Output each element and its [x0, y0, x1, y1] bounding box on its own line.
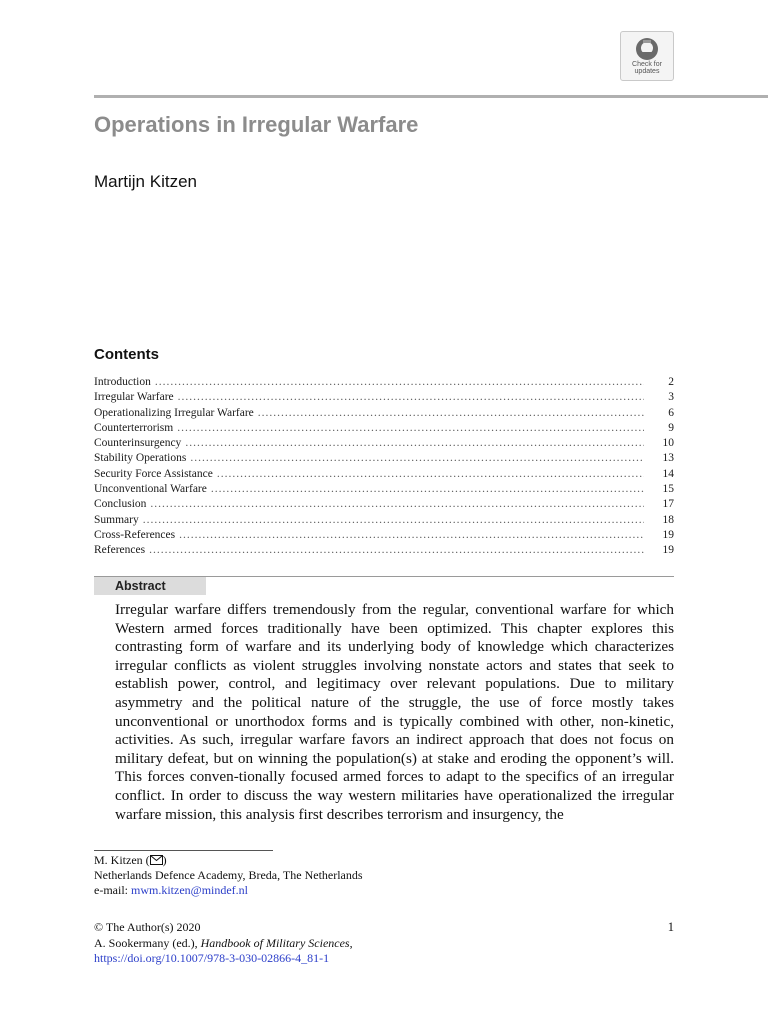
toc-label: Counterinsurgency: [94, 437, 182, 450]
toc-entry[interactable]: [94, 528, 674, 543]
toc-leader: [258, 406, 644, 421]
check-for-updates-badge[interactable]: [620, 31, 674, 81]
copyright: © The Author(s) 2020: [94, 920, 201, 934]
toc-leader: [185, 436, 644, 451]
contents-heading: Contents: [94, 346, 159, 363]
abstract-text: Irregular warfare differs tremendously from the regular, conventional warfare for which Western armed forces traditionally have been optimized. This chapter explores this contrasting form of warfare and its underlying body of knowledge which characterizes irregular conflicts as violent struggles involving nonstate actors and states that seek to establish power, control, and legitimacy over relevant populations. Due to military asymmetry and the political nature of the struggle, the use of force mostly takes unconventional or unorthodox forms and is typically combined with other, non-kinetic, activities. As such, irregular warfare favors an indirect approach that does not focus on military defeat, but on winning the population(s) at stake and eroding the opponent’s will. This forces conven-tionally focused armed forces to adapt to the specifics of an irregular conflict. In order to discuss the way western militaries have operationalized the irregular warfare mission, this analysis first describes terrorism and insurgency, the: [115, 601, 674, 823]
toc-entry[interactable]: [94, 390, 674, 405]
citation: [94, 936, 353, 952]
footnote-author: [94, 853, 167, 869]
toc-page: 18: [662, 513, 674, 526]
toc-entry[interactable]: [94, 406, 674, 421]
footnote-author-name: M. Kitzen (: [94, 853, 150, 867]
toc-label: Stability Operations: [94, 452, 187, 465]
chapter-author: Martijn Kitzen: [94, 172, 197, 191]
toc-leader: [190, 451, 644, 466]
check-for-updates-icon: [635, 37, 659, 61]
header-rule: [94, 95, 768, 98]
toc-entry[interactable]: [94, 513, 674, 528]
citation-editor: A. Sookermany (ed.),: [94, 936, 201, 950]
toc-leader: [211, 482, 644, 497]
page-number: 1: [667, 920, 674, 934]
toc-entry[interactable]: [94, 436, 674, 451]
toc-page: 17: [662, 498, 674, 511]
toc-entry[interactable]: [94, 543, 674, 558]
citation-book-title: Handbook of Military Sciences: [200, 936, 350, 950]
toc-entry[interactable]: [94, 482, 674, 497]
toc-entry[interactable]: [94, 421, 674, 436]
toc-label: Irregular Warfare: [94, 391, 174, 404]
toc-label: Security Force Assistance: [94, 467, 213, 480]
badge-line-2: updates: [634, 68, 660, 75]
doi-link[interactable]: https://doi.org/10.1007/978-3-030-02866-4_81-1: [94, 951, 330, 965]
toc-label: Summary: [94, 513, 139, 526]
toc-page: 3: [668, 391, 674, 404]
toc-leader: [155, 375, 644, 390]
email-label: e-mail:: [94, 883, 131, 897]
toc-entry[interactable]: [94, 375, 674, 390]
toc-label: Introduction: [94, 376, 151, 388]
toc-leader: [143, 513, 644, 528]
toc-entry[interactable]: [94, 451, 674, 466]
toc-entry[interactable]: [94, 467, 674, 482]
toc-label: Unconventional Warfare: [94, 483, 207, 496]
toc-label: References: [94, 544, 146, 557]
toc-page: 6: [668, 406, 674, 419]
toc-leader: [150, 497, 644, 512]
toc-leader: [177, 421, 644, 436]
footnote-author-close: ): [162, 853, 167, 867]
toc-leader: [178, 390, 644, 405]
footnote-affiliation: Netherlands Defence Academy, Breda, The Netherlands: [94, 868, 363, 882]
toc-label: Cross-References: [94, 528, 176, 541]
toc-page: 9: [668, 421, 674, 434]
toc-page: 14: [662, 467, 674, 480]
toc-label: Counterterrorism: [94, 421, 174, 434]
toc-page: 10: [662, 437, 674, 450]
toc-label: Conclusion: [94, 498, 147, 511]
abstract-label: Abstract: [94, 577, 206, 595]
footnote-email-line: [94, 883, 248, 899]
chapter-title: Operations in Irregular Warfare: [94, 112, 419, 137]
footnote-rule: [94, 850, 273, 851]
toc-leader: [179, 528, 644, 543]
toc-page: 19: [662, 544, 674, 557]
toc-leader: [217, 467, 644, 482]
table-of-contents: [94, 375, 674, 559]
toc-page: 19: [662, 528, 674, 541]
toc-page: 15: [662, 483, 674, 496]
toc-page: 2: [668, 376, 674, 388]
doi-line: [94, 951, 329, 967]
badge-line-1: Check for: [632, 61, 662, 68]
email-link[interactable]: mwm.kitzen@mindef.nl: [130, 883, 249, 897]
toc-page: 13: [662, 452, 674, 465]
toc-entry[interactable]: [94, 497, 674, 512]
envelope-icon[interactable]: [150, 855, 163, 865]
toc-leader: [149, 543, 644, 558]
citation-end: ,: [349, 936, 353, 950]
toc-label: Operationalizing Irregular Warfare: [94, 406, 254, 419]
